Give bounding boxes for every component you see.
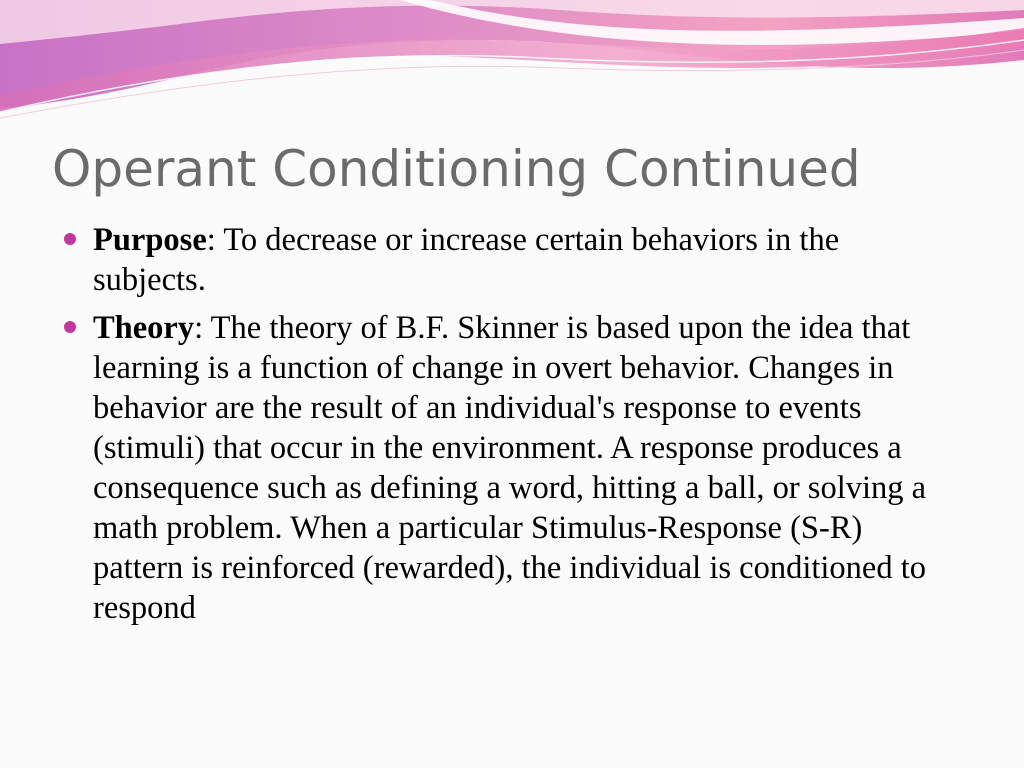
bullet-term: Theory xyxy=(93,310,195,346)
bullet-dot-icon xyxy=(64,321,76,333)
bullet-text: : The theory of B.F. Skinner is based upon the idea that learning is a function of change in overt behavior. Changes in behavior are the result of an individual's response to events (stimuli) that occur in the environment. A response produces a consequence such as defining a word, hitting a ball, or solving a math problem. When a particular Stimulus-Response (S-R) pattern is reinforced (rewarded), the individual is conditioned to respond xyxy=(93,310,927,626)
slide-title: Operant Conditioning Continued xyxy=(52,140,861,198)
bullet-item-purpose xyxy=(62,220,952,300)
decorative-wave-banner xyxy=(0,0,1024,130)
bullet-item-theory xyxy=(62,308,952,628)
bullet-dot-icon xyxy=(64,233,76,245)
bullet-text: : To decrease or increase certain behaviors in the subjects. xyxy=(93,222,840,298)
bullet-term: Purpose xyxy=(93,222,207,258)
bullet-list xyxy=(62,220,952,636)
